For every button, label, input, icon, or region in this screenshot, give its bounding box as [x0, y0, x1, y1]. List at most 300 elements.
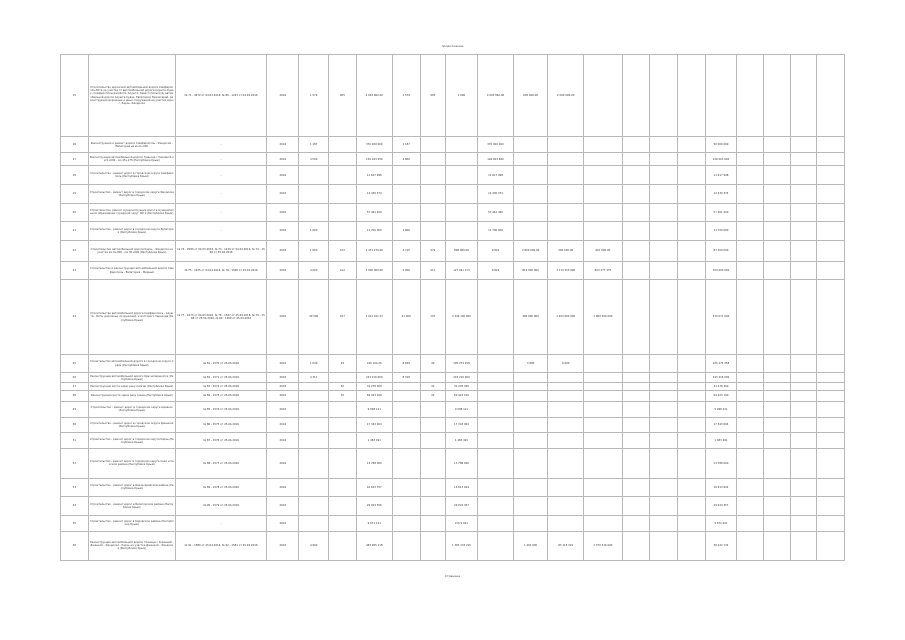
table-cell	[514, 417, 548, 433]
table-cell: 16 613 624	[705, 478, 737, 497]
table-cell	[514, 153, 548, 166]
table-cell: 366 000 000	[514, 280, 548, 354]
table-cell	[677, 153, 705, 166]
table-cell	[705, 55, 737, 137]
table-cell	[677, 417, 705, 433]
table-cell: 31 278 300	[446, 383, 478, 391]
table-cell: № 75 - 1425 от 04.04.2016, № 76 - 1568 от 25.04.2016	[175, 261, 266, 280]
empty-cell	[817, 222, 845, 241]
table-cell	[622, 261, 650, 280]
table-cell	[299, 203, 329, 222]
table-cell	[514, 166, 548, 185]
table-cell	[477, 515, 513, 531]
table-row	[61, 433, 845, 449]
empty-cell	[817, 373, 845, 383]
table-cell	[584, 55, 622, 137]
table-cell: 69 423 100	[705, 391, 737, 402]
row-number-cell: 30	[61, 417, 89, 433]
empty-cell	[817, 383, 845, 391]
table-row	[61, 184, 845, 203]
table-cell	[420, 478, 446, 497]
table-cell	[514, 497, 548, 516]
table-cell: 2016	[267, 433, 299, 449]
table-cell	[622, 137, 650, 153]
table-cell	[420, 515, 446, 531]
table-cell	[650, 280, 678, 354]
table-cell	[514, 515, 548, 531]
row-number-cell: 27	[61, 383, 89, 391]
table-cell: 1 187	[299, 137, 329, 153]
empty-cell	[764, 497, 791, 516]
table-cell	[650, 55, 678, 137]
table-cell	[584, 166, 622, 185]
table-cell	[650, 449, 678, 478]
table-cell: 49	[329, 354, 357, 373]
table-cell	[514, 401, 548, 417]
empty-cell	[790, 531, 817, 560]
empty-cell	[817, 280, 845, 354]
table-cell	[299, 433, 329, 449]
table-cell	[650, 261, 678, 280]
table-cell	[329, 373, 357, 383]
empty-cell	[737, 391, 764, 402]
table-cell: 2016	[267, 222, 299, 241]
empty-cell	[764, 515, 791, 531]
table-cell: 30 500	[299, 280, 329, 354]
table-cell	[622, 433, 650, 449]
row-number-cell: 34	[61, 497, 89, 516]
table-cell: 31 278 300	[356, 383, 392, 391]
table-cell: № 71 - 4472 от 04.03.2016, № 80 - 1243 от 04.04.2016	[175, 55, 266, 137]
table-cell	[622, 478, 650, 497]
table-cell: 29 024 356	[356, 497, 392, 516]
table-row	[61, 240, 845, 261]
table-cell	[329, 515, 357, 531]
table-cell	[548, 417, 584, 433]
page-header-note: продолжение	[441, 44, 464, 48]
table-cell: -	[175, 203, 266, 222]
table-row	[61, 153, 845, 166]
table-cell	[677, 137, 705, 153]
table-cell	[514, 203, 548, 222]
table-cell	[548, 515, 584, 531]
table-cell	[477, 354, 513, 373]
table-cell	[650, 373, 678, 383]
table-cell: 243 216 000	[705, 373, 737, 383]
table-cell: 11 617 998	[477, 166, 513, 185]
table-cell	[677, 478, 705, 497]
table-cell: 9 098 121	[705, 401, 737, 417]
empty-cell	[764, 531, 791, 560]
table-row	[61, 401, 845, 417]
table-cell	[584, 373, 622, 383]
empty-cell	[817, 203, 845, 222]
table-cell: 3 800	[514, 354, 548, 373]
table-cell: 126 003 600	[477, 153, 513, 166]
table-cell: 11 700 000	[477, 222, 513, 241]
table-cell: 2016	[267, 137, 299, 153]
table-cell	[622, 449, 650, 478]
table-cell: 200 000,00	[548, 240, 584, 261]
table-cell: -	[175, 184, 266, 203]
table-cell	[299, 449, 329, 478]
empty-cell	[737, 240, 764, 261]
project-description-cell: Строительство - ремонт дорог в Кировском районе (Республика Крым)	[88, 515, 175, 531]
table-row	[61, 55, 845, 137]
empty-cell	[737, 531, 764, 560]
table-cell	[329, 203, 357, 222]
row-number-cell: 31	[61, 433, 89, 449]
empty-cell	[764, 401, 791, 417]
table-cell: № 90 - 1579 от 25.04.2016	[175, 497, 266, 516]
row-number-cell: 15	[61, 55, 89, 137]
table-cell	[677, 184, 705, 203]
table-cell	[650, 137, 678, 153]
table-cell	[677, 280, 705, 354]
table-cell: № 84 - 1573 от 25.04.2016	[175, 391, 266, 402]
table-cell	[650, 240, 678, 261]
row-number-cell: 25	[61, 354, 89, 373]
table-cell	[420, 373, 446, 383]
table-cell: -	[175, 166, 266, 185]
table-cell	[548, 383, 584, 391]
table-cell: 0,822	[477, 261, 513, 280]
table-cell	[420, 153, 446, 166]
table-cell	[622, 166, 650, 185]
empty-cell	[790, 153, 817, 166]
table-cell: 472	[329, 240, 357, 261]
table-cell: 69 423 100	[356, 391, 392, 402]
table-cell	[622, 401, 650, 417]
table-cell	[514, 222, 548, 241]
empty-cell	[817, 184, 845, 203]
table-cell	[622, 417, 650, 433]
table-cell	[514, 433, 548, 449]
table-row	[61, 261, 845, 280]
empty-cell	[737, 354, 764, 373]
table-cell	[299, 478, 329, 497]
table-cell	[477, 449, 513, 478]
table-cell: 57 461 400	[477, 203, 513, 222]
table-cell	[477, 497, 513, 516]
table-cell: 156 043 059	[356, 153, 392, 166]
table-cell	[548, 184, 584, 203]
table-cell: 2016	[267, 203, 299, 222]
table-cell	[584, 184, 622, 203]
table-row	[61, 383, 845, 391]
table-cell: 4 093 862,00	[477, 55, 513, 137]
table-cell	[392, 497, 420, 516]
project-description-cell: Строительство - ремонт дорог в Белогорском районе (Республика Крым)	[88, 497, 175, 516]
table-cell	[392, 383, 420, 391]
table-row	[61, 391, 845, 402]
table-cell	[420, 137, 446, 153]
table-cell: 819 000 000	[514, 261, 548, 280]
empty-cell	[790, 137, 817, 153]
table-cell	[477, 401, 513, 417]
empty-cell	[817, 153, 845, 166]
row-number-cell: 36	[61, 531, 89, 560]
project-description-cell: Строительство - ремонт дорог в городском округе Симферополь (Республика Крым)	[88, 166, 175, 185]
table-row	[61, 354, 845, 373]
empty-cell	[817, 417, 845, 433]
table-cell	[622, 153, 650, 166]
table-cell	[548, 137, 584, 153]
table-cell	[420, 222, 446, 241]
table-cell: 2 471 279,00	[356, 240, 392, 261]
empty-cell	[764, 449, 791, 478]
table-cell	[622, 354, 650, 373]
row-number-cell: 24	[61, 280, 89, 354]
empty-cell	[790, 478, 817, 497]
table-cell: 1 800 506 000	[584, 280, 622, 354]
table-cell: 105 274 258	[705, 354, 737, 373]
project-description-cell: Строительство автомобильной дороги Керчь - Феодосия на участке км 0+000 - км 30+000 (Республика Крым)	[88, 240, 175, 261]
project-description-cell: Строительство, ремонт и реконструкция дорог в муниципальном образовании городской округ Ялта (Республика Крым)	[88, 203, 175, 222]
table-cell	[548, 373, 584, 383]
table-cell	[477, 383, 513, 391]
table-cell: № 88 - 1577 от 25.04.2016	[175, 449, 266, 478]
table-cell	[329, 433, 357, 449]
empty-cell	[764, 153, 791, 166]
table-cell	[677, 433, 705, 449]
empty-cell	[817, 515, 845, 531]
table-row	[61, 137, 845, 153]
table-cell	[584, 433, 622, 449]
table-cell	[584, 497, 622, 516]
table-cell: 4 710	[392, 240, 420, 261]
table-cell	[446, 137, 478, 153]
table-cell	[392, 515, 420, 531]
table-cell: 1 600	[299, 240, 329, 261]
empty-cell	[790, 373, 817, 383]
table-cell: 13 788 000	[446, 449, 478, 478]
empty-cell	[737, 373, 764, 383]
table-cell: 2016	[267, 401, 299, 417]
table-cell: 29 024 357	[446, 497, 478, 516]
empty-cell	[764, 417, 791, 433]
table-cell	[584, 449, 622, 478]
empty-cell	[790, 417, 817, 433]
empty-cell	[790, 449, 817, 478]
table-cell	[392, 531, 420, 560]
table-cell: 13 788 000	[356, 449, 392, 478]
empty-cell	[737, 184, 764, 203]
table-cell: 17 343 004	[356, 417, 392, 433]
table-cell	[584, 203, 622, 222]
empty-cell	[817, 449, 845, 478]
table-cell	[622, 203, 650, 222]
table-cell	[420, 166, 446, 185]
table-cell	[584, 383, 622, 391]
table-cell: 3 000 000,00	[356, 261, 392, 280]
table-cell	[677, 373, 705, 383]
table-cell	[650, 433, 678, 449]
table-cell	[514, 391, 548, 402]
table-cell	[650, 184, 678, 203]
table-cell	[420, 433, 446, 449]
table-cell: 8 318	[392, 373, 420, 383]
table-cell: 12 430 374	[705, 184, 737, 203]
table-cell	[622, 280, 650, 354]
table-cell: 570 071 000	[705, 280, 737, 354]
table-cell	[514, 373, 548, 383]
table-cell	[446, 166, 478, 185]
table-cell	[420, 417, 446, 433]
empty-cell	[817, 433, 845, 449]
table-cell	[548, 449, 584, 478]
table-cell	[514, 137, 548, 153]
table-cell: 17 343 004	[446, 417, 478, 433]
table-cell: № 91 - 1580 от 25.04.2016, № 92 - 1581 от 25.04.2016	[175, 531, 266, 560]
table-cell	[584, 153, 622, 166]
empty-cell	[817, 401, 845, 417]
empty-cell	[764, 478, 791, 497]
table-cell: 31 278 300	[705, 383, 737, 391]
table-cell: 104 000 000	[705, 261, 737, 280]
project-description-cell: Реконструкция моста через реку Салгир (Республика Крым)	[88, 383, 175, 391]
empty-cell	[764, 261, 791, 280]
table-cell: 2016	[267, 166, 299, 185]
table-cell: 412	[329, 261, 357, 280]
empty-cell	[737, 137, 764, 153]
table-cell: 243 216 000	[356, 373, 392, 383]
table-cell: 4 500	[299, 153, 329, 166]
table-cell	[677, 222, 705, 241]
table-cell	[677, 497, 705, 516]
empty-cell	[737, 222, 764, 241]
table-cell: 11 617 998	[356, 166, 392, 185]
table-cell	[329, 153, 357, 166]
table-cell: 2016	[267, 449, 299, 478]
table-cell	[477, 433, 513, 449]
table-cell: 1 000	[446, 55, 478, 137]
table-cell: 601 000,00	[584, 240, 622, 261]
table-cell	[299, 184, 329, 203]
table-cell: 370 000 000	[477, 137, 513, 153]
table-cell	[514, 383, 548, 391]
empty-cell	[737, 261, 764, 280]
table-cell	[329, 222, 357, 241]
table-cell	[622, 373, 650, 383]
table-cell	[477, 280, 513, 354]
empty-cell	[790, 391, 817, 402]
table-cell: № 83 - 1572 от 25.04.2016	[175, 383, 266, 391]
table-cell: № 85 - 1574 от 25.04.2016	[175, 401, 266, 417]
table-cell: 105 274 258	[446, 354, 478, 373]
empty-cell	[790, 354, 817, 373]
table-cell	[329, 531, 357, 560]
table-cell: 1 483 491	[446, 433, 478, 449]
table-cell: 32	[420, 391, 446, 402]
project-description-cell: Строительство автомобильной дороги Симферополь - Алушта - Ялта, дорожных сооружений, и мостового перехода (Республика Крым)	[88, 280, 175, 354]
table-cell: 17 343 004	[705, 417, 737, 433]
table-cell: 108 104,25	[356, 354, 392, 373]
table-cell: 107	[420, 280, 446, 354]
table-cell	[329, 449, 357, 478]
table-cell: 2016	[267, 391, 299, 402]
table-cell: 50 000 000	[705, 137, 737, 153]
table-cell	[446, 222, 478, 241]
table-cell	[420, 401, 446, 417]
table-cell	[477, 417, 513, 433]
table-cell: 1 483 491	[705, 433, 737, 449]
empty-cell	[817, 240, 845, 261]
table-row	[61, 531, 845, 560]
table-cell: 126 003 600	[705, 153, 737, 166]
table-cell	[677, 166, 705, 185]
row-number-cell: 16	[61, 137, 89, 153]
table-cell	[420, 203, 446, 222]
table-cell: 4 000	[392, 261, 420, 280]
empty-cell	[737, 383, 764, 391]
project-description-cell: Строительство - ремонт дорог в городском округе Феодосия (Республика Крым)	[88, 184, 175, 203]
project-description-cell: Строительство - ремонт дорог в Бахчисарайском районе (Республика Крым)	[88, 478, 175, 497]
table-cell	[477, 478, 513, 497]
table-cell	[514, 449, 548, 478]
project-description-cell: Строительство - ремонт дорог в городском округе Евпатория (Республика Крым)	[88, 222, 175, 241]
table-cell: № 82 - 1571 от 25.04.2016	[175, 373, 266, 383]
project-description-cell: Строительство дорожной автомобильной дороги Симферополь-Ялта на участке от автомобильной дороги Алушта-Судак, Симферопольская-Ялта, Алушта, Севастопольской, автомобильной дороги Алушта-Судак, Евпатория, Бахчисарай, реконструкция дорожных и иных сооружений на участке дорог, Керчь, Феодосия	[88, 55, 175, 137]
table-cell	[420, 497, 446, 516]
table-cell: 2016	[267, 280, 299, 354]
table-row	[61, 417, 845, 433]
empty-cell	[764, 391, 791, 402]
table-cell: 4 800	[392, 153, 420, 166]
table-cell: 2 800 000,00	[514, 240, 548, 261]
empty-cell	[764, 280, 791, 354]
project-description-cell: Реконструкция и ремонт дороги Симферополь - Феодосия - Евпатория на км 0+000	[88, 137, 175, 153]
table-cell: № 89 - 1578 от 25.04.2016	[175, 478, 266, 497]
table-cell: 2016	[267, 497, 299, 516]
row-number-cell: 22	[61, 240, 89, 261]
table-cell	[677, 515, 705, 531]
table-row	[61, 515, 845, 531]
table-cell	[392, 401, 420, 417]
table-cell: 1 579	[392, 55, 420, 137]
table-cell: 1 049	[299, 354, 329, 373]
table-cell	[677, 391, 705, 402]
table-cell	[650, 478, 678, 497]
table-cell	[584, 401, 622, 417]
table-cell	[420, 531, 446, 560]
project-description-cell: Строительство - ремонт дорог в городском округе Керчь (Республика Крым)	[88, 433, 175, 449]
table-cell	[446, 184, 478, 203]
row-number-cell: 26	[61, 373, 89, 383]
table-cell: № 87 - 1576 от 25.04.2016	[175, 433, 266, 449]
table-cell	[650, 153, 678, 166]
table-row	[61, 166, 845, 185]
table-cell	[622, 497, 650, 516]
table-cell	[677, 261, 705, 280]
table-cell: 1 600	[299, 222, 329, 241]
empty-cell	[790, 280, 817, 354]
table-cell	[584, 222, 622, 241]
table-cell	[329, 417, 357, 433]
table-cell	[299, 401, 329, 417]
table-cell: 11 700 000	[356, 222, 392, 241]
table-row	[61, 478, 845, 497]
table-cell	[299, 391, 329, 402]
table-cell	[392, 449, 420, 478]
table-cell	[329, 478, 357, 497]
table-cell	[650, 222, 678, 241]
table-cell: 2 000 000,00	[548, 55, 584, 137]
table-cell: 1 381 133 216	[446, 531, 478, 560]
table-cell	[299, 383, 329, 391]
table-cell	[446, 203, 478, 222]
table-cell: 4 311	[299, 373, 329, 383]
